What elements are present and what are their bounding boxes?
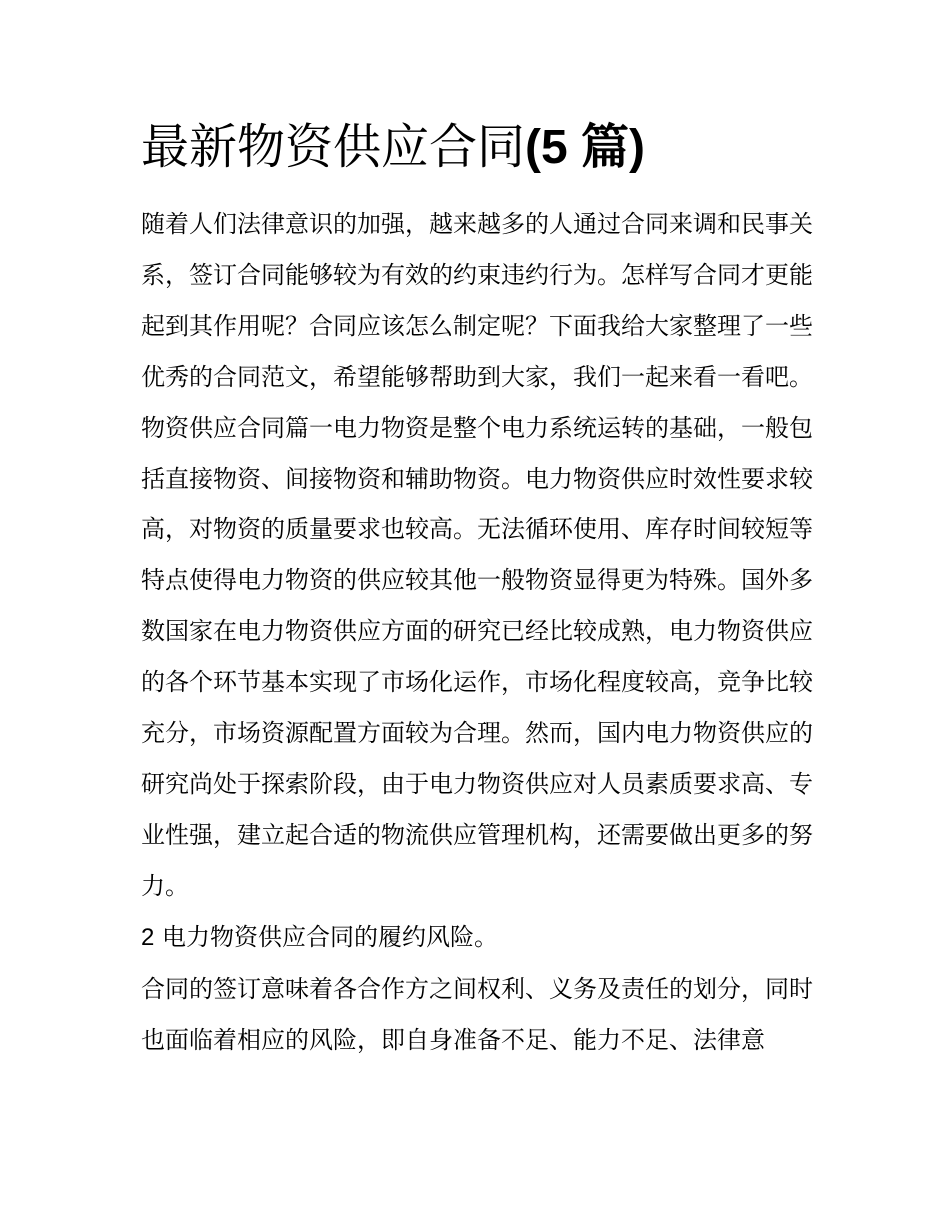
contract-paragraph: 合同的签订意味着各合作方之间权利、义务及责任的划分，同时也面临着相应的风险，即自身准备不足、能力不足、法律意 (141, 974, 813, 1054)
document-body (141, 199, 813, 1065)
title-suffix-text: (5 篇) (525, 121, 646, 174)
intro-paragraph: 随着人们法律意识的加强，越来越多的人通过合同来调和民事关系，签订合同能够较为有效的约束违约行为。怎样写合同才更能起到其作用呢？合同应该怎么制定呢？下面我给大家整理了一些优秀的合同范文，希望能够帮助到大家，我们一起来看一看吧。 (141, 210, 813, 391)
section-number: 2 (141, 923, 155, 951)
section-one-paragraph: 物资供应合同篇一电力物资是整个电力系统运转的基础，一般包括直接物资、间接物资和辅助物资。电力物资供应时效性要求较高，对物资的质量要求也较高。无法循环使用、库存时间较短等特点使得电力物资的供应较其他一般物资显得更为特殊。国外多数国家在电力物资供应方面的研究已经比较成熟，电力物资供应的各个环节基本实现了市场化运作，市场化程度较高，竞争比较充分，市场资源配置方面较为合理。然而，国内电力物资供应的研究尚处于探索阶段，由于电力物资供应对人员素质要求高、专业性强，建立起合适的物流供应管理机构，还需要做出更多的努力。 (141, 413, 813, 900)
section-heading-text: 电力物资供应合同的履约风险。 (162, 922, 498, 951)
section-heading (141, 912, 813, 964)
document-title (141, 112, 645, 183)
title-main-text: 最新物资供应合同 (141, 119, 526, 175)
